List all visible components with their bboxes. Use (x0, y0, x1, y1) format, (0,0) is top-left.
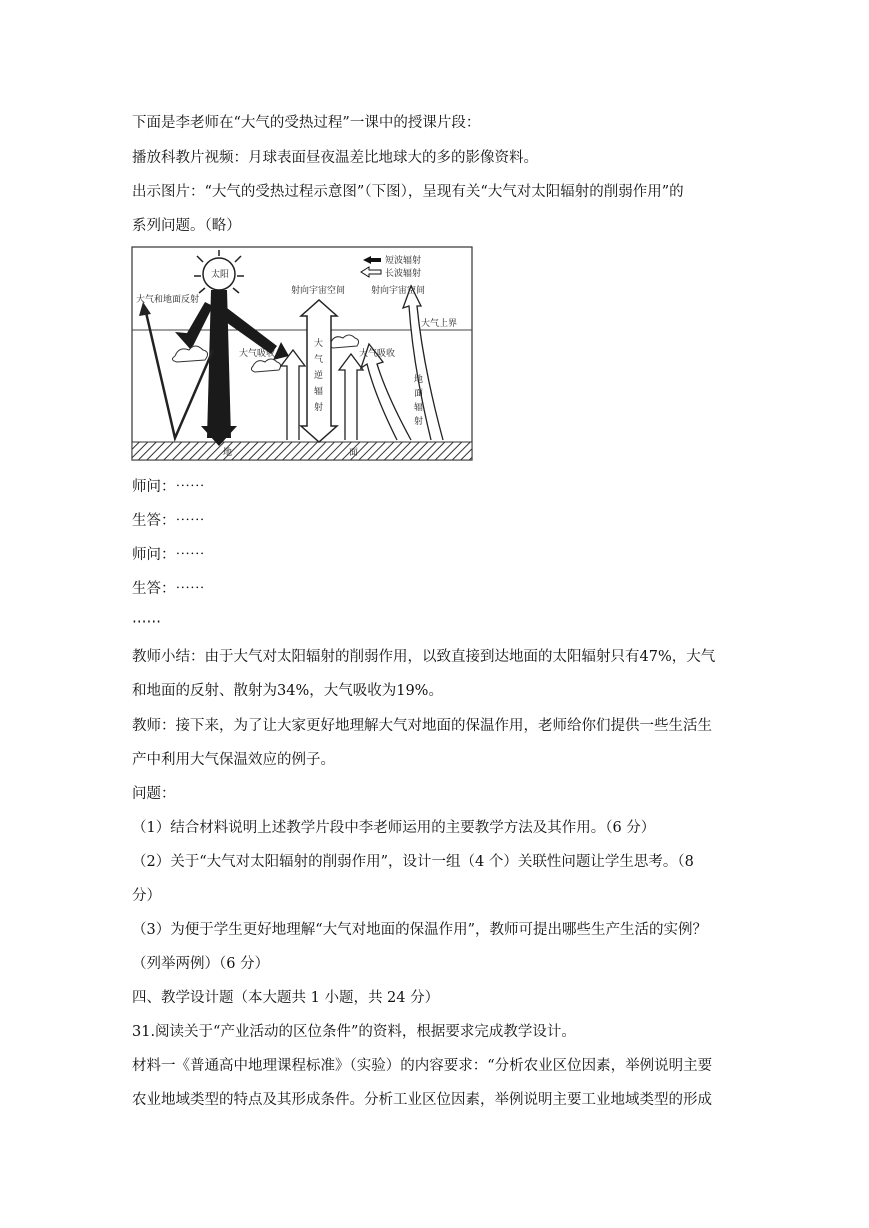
section-heading: 四、教学设计题（本大题共 1 小题，共 24 分） (132, 990, 440, 1006)
text-line-1: 下面是李老师在“大气的受热过程”一课中的授课片段： (132, 115, 481, 131)
text-line-16: （2）关于“大气对太阳辐射的削弱作用”，设计一组（4 个）关联性问题让学生思考。（8 (132, 854, 694, 870)
text-line-7: 师问：⋯⋯ (132, 547, 205, 563)
absorb-label-2: 大气吸收 (359, 349, 396, 359)
text-line-15: （1）结合材料说明上述教学片段中李老师运用的主要教学方法及其作用。（6 分） (132, 820, 656, 836)
text-line-9: ⋯⋯ (132, 614, 161, 630)
text-line-2: 播放科教片视频：月球表面昼夜温差比地球大的多的影像资料。 (132, 150, 538, 166)
svg-text:面: 面 (414, 389, 424, 399)
ground-label-2: 面 (349, 448, 359, 458)
absorb-label-1: 大气吸收 (239, 349, 276, 359)
svg-text:辐: 辐 (314, 387, 324, 397)
sun-label: 太阳 (211, 270, 230, 280)
svg-text:逆: 逆 (314, 371, 324, 381)
text-line-22: 材料一《普通高中地理课程标准》（实验）的内容要求：“分析农业区位因素，举例说明主要 (132, 1058, 713, 1074)
text-line-21: 31.阅读关于“产业活动的区位条件”的资料，根据要求完成教学设计。 (132, 1024, 576, 1040)
ground-surface (132, 442, 472, 460)
atmosphere-heating-diagram (131, 246, 473, 461)
text-line-8: 生答：⋯⋯ (132, 581, 205, 597)
text-line-6: 生答：⋯⋯ (132, 513, 205, 529)
text-line-14: 问题： (132, 786, 176, 802)
text-line-10: 教师小结：由于大气对太阳辐射的削弱作用，以致直接到达地面的太阳辐射只有47%，大气 (132, 649, 716, 665)
svg-text:地: 地 (414, 375, 424, 385)
text-line-19: （列举两例）（6 分） (132, 956, 270, 972)
svg-text:气: 气 (314, 355, 324, 365)
atmosphere-top-label: 大气上界 (421, 319, 458, 329)
to-space-label-2: 射向宇宙空间 (371, 286, 426, 296)
reflection-label: 大气和地面反射 (136, 295, 200, 305)
text-line-3: 出示图片：“大气的受热过程示意图”（下图），呈现有关“大气对太阳辐射的削弱作用”的 (132, 184, 684, 200)
svg-text:辐: 辐 (414, 403, 424, 413)
svg-text:大: 大 (314, 339, 324, 349)
text-line-17: 分） (132, 888, 161, 904)
text-line-11: 和地面的反射、散射为34%，大气吸收为19%。 (132, 683, 443, 699)
text-line-13: 产中利用大气保温效应的例子。 (132, 752, 335, 768)
svg-text:射: 射 (414, 417, 424, 427)
text-line-5: 师问：⋯⋯ (132, 479, 205, 495)
text-line-4: 系列问题。（略） (132, 218, 241, 234)
ground-label-1: 地 (223, 448, 233, 458)
legend-long-label: 长波辐射 (385, 269, 422, 279)
to-space-label-1: 射向宇宙空间 (291, 286, 346, 296)
text-line-12: 教师：接下来，为了让大家更好地理解大气对地面的保温作用，老师给你们提供一些生活生 (132, 718, 712, 734)
legend-short-label: 短波辐射 (385, 256, 422, 266)
text-line-18: （3）为便于学生更好地理解“大气对地面的保温作用”，教师可提出哪些生产生活的实例？ (132, 922, 708, 938)
text-line-23: 农业地域类型的特点及其形成条件。分析工业区位因素，举例说明主要工业地域类型的形成 (132, 1092, 712, 1108)
svg-text:射: 射 (314, 403, 324, 413)
